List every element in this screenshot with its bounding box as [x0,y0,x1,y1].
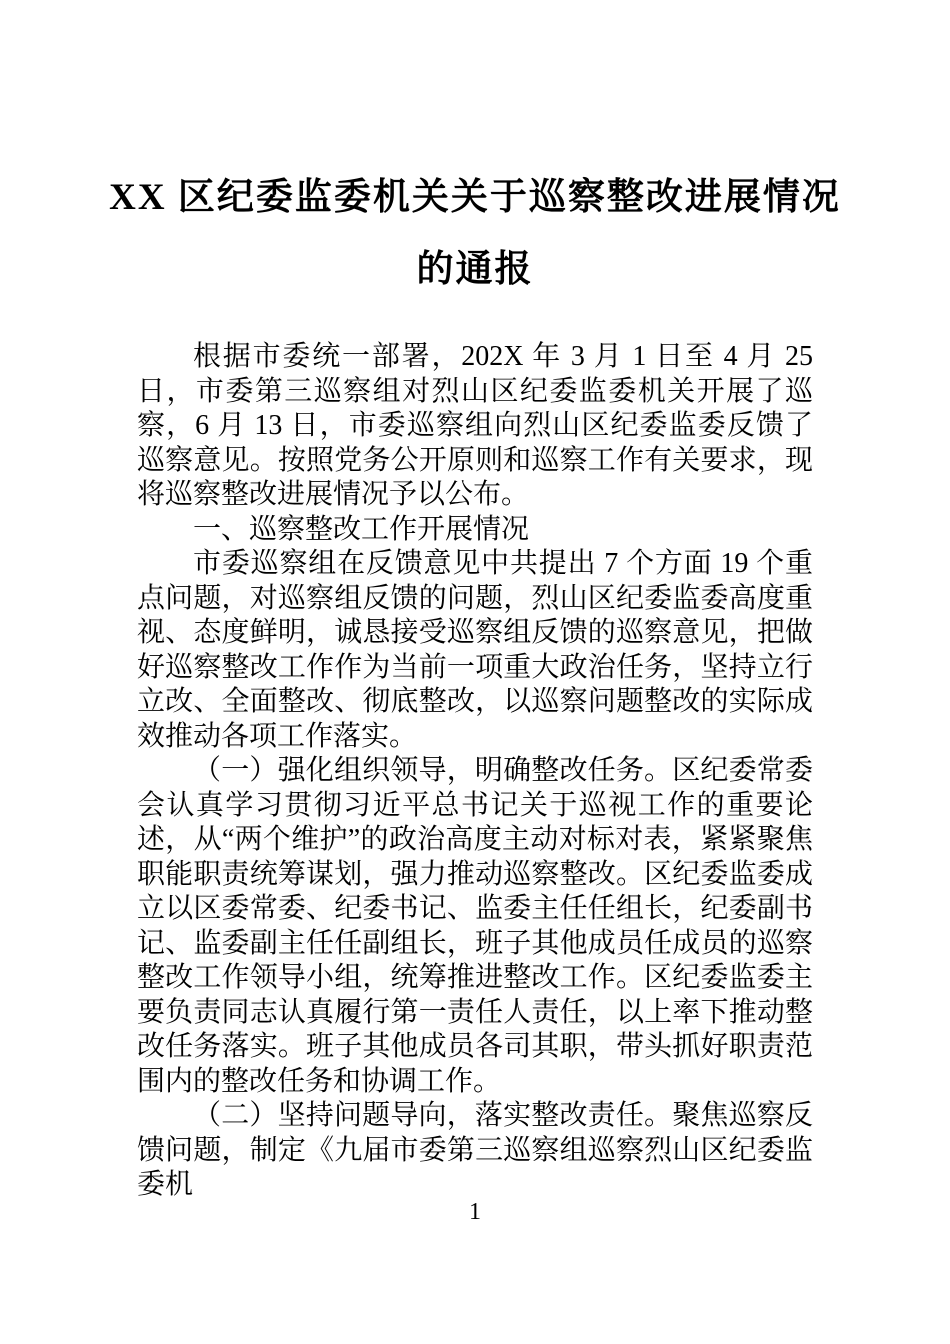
paragraph-point-1: （一）强化组织领导，明确整改任务。区纪委常委会认真学习贯彻习近平总书记关于巡视工作的重要论述，从“两个维护”的政治高度主动对标对表，紧紧聚焦职能职责统筹谋划，强力推动巡察整改。区纪委监委成立以区委常委、纪委书记、监委主任任组长，纪委副书记、监委副主任任副组长，班子其他成员任成员的巡察整改工作领导小组，统筹推进整改工作。区纪委监委主要负责同志认真履行第一责任人责任，以上率下推动整改任务落实。班子其他成员各司其职，带头抓好职责范围内的整改任务和协调工作。 [137,755,813,1097]
document-title [0,0,950,306]
section-heading-1: 一、巡察整改工作开展情况 [193,513,530,545]
document-title-line-2: 的通报 [416,249,534,290]
paragraph-overview: 市委巡察组在反馈意见中共提出 7 个方面 19 个重点问题，对巡察组反馈的问题，烈山区纪委监委高度重视、态度鲜明，诚恳接受巡察组反馈的巡察意见，把做好巡察整改工作作为当前一项重大政治任务，坚持立行立改、全面整改、彻底整改，以巡察问题整改的实际成效推动各项工作落实。 [137,548,813,752]
paragraph-point-2: （二）坚持问题导向，落实整改责任。聚焦巡察反馈问题，制定《九届市委第三巡察组巡察烈山区纪委监委机 [137,1100,813,1200]
page-number: 1 [469,1199,481,1225]
document-title-line-1: XX 区纪委监委机关关于巡察整改进展情况 [109,177,841,218]
paragraph-intro: 根据市委统一部署，202X 年 3 月 1 日至 4 月 25 日，市委第三巡察组对烈山区纪委监委机关开展了巡察，6 月 13 日，市委巡察组向烈山区纪委监委反馈了巡察意见。按照党务公开原则和巡察工作有关要求，现将巡察整改进展情况予以公布。 [137,341,813,510]
document-body [137,340,813,1203]
